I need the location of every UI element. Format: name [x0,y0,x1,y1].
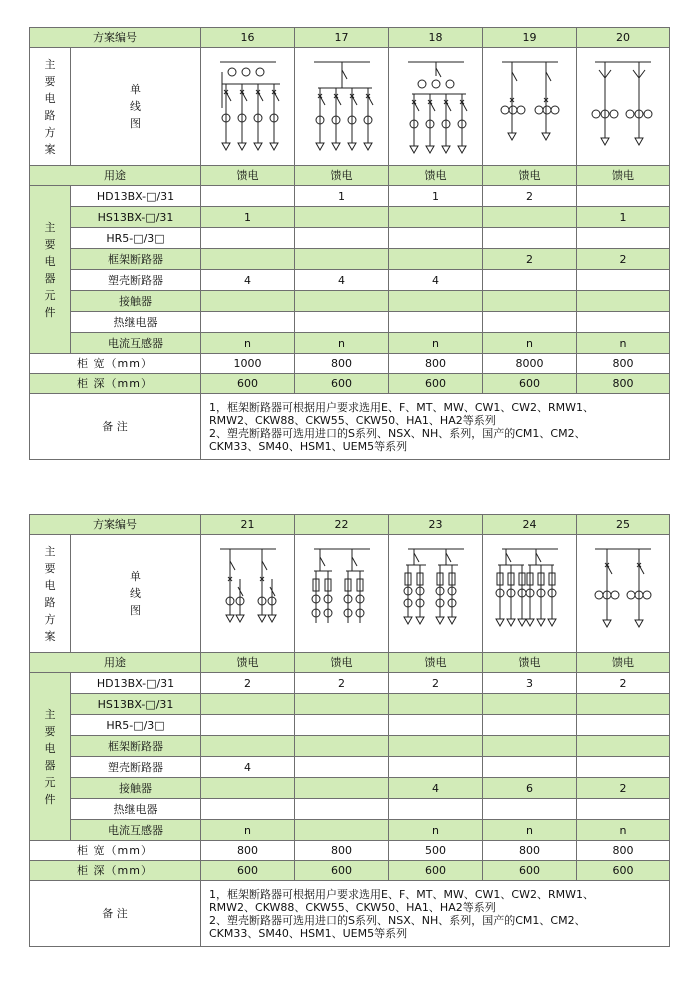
cabinet-depth-value: 600 [237,377,258,390]
component-value-cell [201,270,295,291]
diagram-label-cell [71,535,201,653]
usage-cell [577,166,670,186]
component-value-cell [201,715,295,736]
component-value: 4 [432,273,439,287]
component-value: n [432,336,439,350]
component-value-cell [483,333,577,354]
component-value-cell [577,799,670,820]
cabinet-depth-cell [389,861,483,881]
component-value: 1 [244,210,251,224]
cabinet-width-cell [389,841,483,861]
remarks-line: 1，框架断路器可根据用户要求选用E、F、MT、MW、CW1、CW2、RMW1、 [209,400,594,414]
single-line-diagram [202,535,294,652]
single-line-diagram-cell [483,535,577,653]
component-value-cell [201,820,295,841]
component-value-cell [201,333,295,354]
header-label: 方案编号 [93,31,137,44]
component-value-cell [201,799,295,820]
cabinet-width-value: 8000 [515,357,544,370]
component-value-cell [295,673,389,694]
single-line-diagram-cell [483,48,577,166]
usage-value: 馈电 [236,169,259,182]
component-value-cell [389,820,483,841]
component-name: HD13BX-□/31 [96,676,175,690]
cabinet-depth-value: 600 [331,864,352,877]
component-value-cell [577,207,670,228]
component-value-cell [577,186,670,207]
component-name-cell [71,820,201,841]
component-value-cell [389,694,483,715]
cabinet-depth-value: 600 [425,864,446,877]
cabinet-depth-cell [201,861,295,881]
usage-cell [201,653,295,673]
component-value-cell [483,207,577,228]
usage-value: 馈电 [330,169,353,182]
cabinet-depth-value: 600 [612,864,634,877]
main-circuit-label: 主 要 电 路 方 案 [44,57,56,156]
component-name: 电流互感器 [108,823,163,837]
single-line-diagram-cell [389,535,483,653]
single-line-diagram-cell [201,535,295,653]
cabinet-width-value: 500 [425,844,446,857]
component-name: HS13BX-□/31 [97,210,174,224]
component-value: n [338,336,345,350]
scheme-number-cell [483,515,577,535]
component-value-cell [389,736,483,757]
component-value: n [244,336,251,350]
component-value-cell [389,186,483,207]
scheme-number-cell [295,28,389,48]
component-value-cell [389,673,483,694]
cabinet-depth-cell [295,374,389,394]
remarks-cell [201,394,670,460]
cabinet-width-cell [483,354,577,374]
cabinet-width-cell [201,354,295,374]
component-value-cell [201,207,295,228]
component-value-cell [201,228,295,249]
component-name-cell [71,715,201,736]
component-value-cell [201,673,295,694]
cabinet-width-cell [483,841,577,861]
single-line-diagram [577,535,669,652]
components-label: 主 要 电 器 元 件 [44,220,56,319]
component-value-cell [389,333,483,354]
component-value-cell [483,757,577,778]
component-value-cell [389,715,483,736]
component-value-cell [483,778,577,799]
remarks-line: 2、塑壳断路器可选用进口的S系列、NSX、NH、系列，国产的CM1、CM2、 [209,913,586,927]
cabinet-width-cell [389,354,483,374]
cabinet-depth-label: 柜 深（mm） [77,377,153,390]
component-value-cell [201,186,295,207]
component-value-cell [483,715,577,736]
component-value-cell [483,736,577,757]
scheme-number-cell [389,515,483,535]
scheme-number-cell [295,515,389,535]
component-value: 4 [244,273,251,287]
main-circuit-label-cell [30,48,71,166]
remarks-line: CKM33、SM40、HSM1、UEM5等系列 [209,439,408,453]
usage-cell [295,653,389,673]
scheme-number: 18 [428,31,443,44]
component-value: 4 [244,760,251,774]
cabinet-depth-value: 800 [612,377,634,390]
component-value-cell [295,270,389,291]
usage-cell [389,653,483,673]
remarks-line: RMW2、CKW88、CKW55、CKW50、HA1、HA2等系列 [209,413,496,427]
single-line-diagram-cell [295,48,389,166]
scheme-number: 23 [428,518,443,531]
component-value-cell [483,270,577,291]
component-name-cell [71,778,201,799]
scheme-table [29,27,670,460]
cabinet-depth-cell [577,861,670,881]
scheme-number: 21 [240,518,255,531]
main-circuit-label-cell [30,535,71,653]
single-line-diagram [296,48,388,165]
component-value-cell [389,207,483,228]
component-value: n [619,823,627,837]
components-label-cell [30,186,71,354]
component-value: 2 [244,676,251,690]
component-value: 1 [432,189,439,203]
component-value: n [526,823,533,837]
component-value: n [432,823,439,837]
component-name: 框架断路器 [108,739,163,753]
usage-value: 馈电 [612,656,634,669]
component-value-cell [295,291,389,312]
component-value-cell [295,778,389,799]
component-name: 框架断路器 [108,252,163,266]
usage-label: 用途 [104,656,126,669]
usage-cell [483,166,577,186]
component-value-cell [389,228,483,249]
diagram-label-cell [71,48,201,166]
single-line-diagram [577,48,669,165]
single-line-diagram [484,48,576,165]
remarks-line: RMW2、CKW88、CKW55、CKW50、HA1、HA2等系列 [209,900,496,914]
cabinet-width-cell [295,841,389,861]
component-value-cell [577,673,670,694]
component-value-cell [483,249,577,270]
cabinet-depth-value: 600 [425,377,446,390]
cabinet-depth-label-cell [30,374,201,394]
usage-value: 馈电 [330,656,353,669]
single-line-diagram-cell [201,48,295,166]
cabinet-width-value: 800 [519,844,540,857]
scheme-number: 17 [334,31,349,44]
cabinet-width-value: 800 [331,357,352,370]
single-line-diagram [202,48,294,165]
component-value: 2 [619,676,627,690]
usage-value: 馈电 [518,656,541,669]
scheme-number: 24 [522,518,537,531]
single-line-diagram [390,48,482,165]
component-value-cell [483,799,577,820]
remarks-label-cell [30,881,201,947]
header-label-cell [30,28,201,48]
single-line-diagram-cell [577,48,670,166]
component-name: HR5-□/3□ [106,231,165,245]
scheme-number: 20 [616,31,630,44]
usage-value: 馈电 [424,169,447,182]
component-value: 1 [338,189,345,203]
remarks-cell [201,881,670,947]
remarks-line: 1，框架断路器可根据用户要求选用E、F、MT、MW、CW1、CW2、RMW1、 [209,887,594,901]
remarks-line: 2、塑壳断路器可选用进口的S系列、NSX、NH、系列，国产的CM1、CM2、 [209,426,586,440]
component-value-cell [577,757,670,778]
component-name: 塑壳断路器 [108,760,163,774]
cabinet-width-label: 柜 宽（mm） [77,357,153,370]
component-value-cell [389,291,483,312]
component-name-cell [71,249,201,270]
remarks-label: 备 注 [102,420,128,433]
cabinet-depth-value: 600 [237,864,258,877]
component-name-cell [71,291,201,312]
cabinet-width-label: 柜 宽（mm） [77,844,153,857]
usage-cell [201,166,295,186]
component-value: n [619,336,627,350]
scheme-number: 22 [334,518,349,531]
component-value-cell [577,333,670,354]
usage-cell [389,166,483,186]
component-value-cell [295,312,389,333]
component-value-cell [201,694,295,715]
cabinet-depth-cell [201,374,295,394]
single-line-diagram [484,535,576,652]
component-value: n [526,336,533,350]
cabinet-width-value: 800 [237,844,258,857]
components-label-cell [30,673,71,841]
component-name-cell [71,736,201,757]
usage-value: 馈电 [236,656,259,669]
cabinet-depth-cell [483,861,577,881]
component-value-cell [295,207,389,228]
component-value-cell [295,186,389,207]
component-name: HS13BX-□/31 [97,697,174,711]
single-line-diagram-cell [389,48,483,166]
component-value-cell [201,757,295,778]
component-name-cell [71,333,201,354]
usage-cell [577,653,670,673]
component-value: 4 [338,273,345,287]
single-line-diagram-cell [295,535,389,653]
header-label-cell [30,515,201,535]
scheme-number: 19 [522,31,537,44]
component-value-cell [483,186,577,207]
component-value-cell [389,757,483,778]
component-name: HR5-□/3□ [106,718,165,732]
cabinet-width-cell [201,841,295,861]
usage-value: 馈电 [518,169,541,182]
cabinet-depth-value: 600 [519,864,540,877]
usage-label-cell [30,653,201,673]
component-value-cell [577,312,670,333]
component-name: 接触器 [119,294,152,308]
component-value-cell [295,333,389,354]
component-value-cell [577,291,670,312]
component-value: 2 [338,676,345,690]
diagram-label: 单 线 图 [130,83,141,130]
component-name-cell [71,186,201,207]
component-value: 4 [432,781,439,795]
component-value-cell [389,778,483,799]
cabinet-width-value: 1000 [233,357,262,370]
scheme-number-cell [483,28,577,48]
component-value-cell [201,736,295,757]
remarks-label: 备 注 [102,907,128,920]
component-value-cell [483,673,577,694]
cabinet-depth-cell [389,374,483,394]
component-value-cell [577,820,670,841]
component-value-cell [577,736,670,757]
single-line-diagram [296,535,388,652]
component-value-cell [389,270,483,291]
component-value-cell [295,757,389,778]
scheme-table [29,514,670,947]
component-value-cell [295,799,389,820]
cabinet-width-value: 800 [425,357,446,370]
remarks-label-cell [30,394,201,460]
usage-label-cell [30,166,201,186]
component-name: 接触器 [119,781,152,795]
usage-cell [483,653,577,673]
component-name-cell [71,228,201,249]
component-value-cell [201,249,295,270]
scheme-number-cell [201,515,295,535]
component-name-cell [71,799,201,820]
component-value: n [244,823,251,837]
cabinet-width-value: 800 [612,357,634,370]
remarks-line: CKM33、SM40、HSM1、UEM5等系列 [209,926,408,940]
component-value-cell [483,291,577,312]
component-name: HD13BX-□/31 [96,189,175,203]
component-value-cell [483,312,577,333]
component-name: 电流互感器 [108,336,163,350]
cabinet-width-value: 800 [612,844,634,857]
cabinet-depth-cell [295,861,389,881]
single-line-diagram-cell [577,535,670,653]
component-value-cell [483,228,577,249]
component-value-cell [577,228,670,249]
header-label: 方案编号 [93,518,137,531]
usage-label: 用途 [104,169,126,182]
component-value: 2 [432,676,439,690]
cabinet-depth-label: 柜 深（mm） [77,864,153,877]
cabinet-width-cell [295,354,389,374]
component-name: 热继电器 [113,315,158,329]
component-value-cell [201,291,295,312]
component-value: 2 [619,781,627,795]
component-name-cell [71,270,201,291]
component-value-cell [483,820,577,841]
component-value: 6 [526,781,533,795]
component-value-cell [295,715,389,736]
cabinet-width-label-cell [30,841,201,861]
component-value-cell [201,312,295,333]
cabinet-width-value: 800 [331,844,352,857]
main-circuit-label: 主 要 电 路 方 案 [44,544,56,643]
component-name-cell [71,673,201,694]
usage-value: 馈电 [424,656,447,669]
component-value-cell [577,715,670,736]
component-value-cell [577,694,670,715]
component-value-cell [295,694,389,715]
single-line-diagram [390,535,482,652]
scheme-number: 16 [240,31,255,44]
component-value-cell [201,778,295,799]
component-value-cell [295,249,389,270]
components-label: 主 要 电 器 元 件 [44,707,56,806]
component-value-cell [295,228,389,249]
scheme-number: 25 [616,518,630,531]
cabinet-depth-value: 600 [519,377,540,390]
component-value-cell [389,249,483,270]
component-value-cell [577,778,670,799]
component-value-cell [389,799,483,820]
cabinet-width-label-cell [30,354,201,374]
component-name: 塑壳断路器 [108,273,163,287]
component-name-cell [71,694,201,715]
scheme-number-cell [389,28,483,48]
scheme-number-cell [201,28,295,48]
component-value-cell [577,270,670,291]
component-value: 2 [526,189,533,203]
cabinet-depth-label-cell [30,861,201,881]
component-value-cell [295,820,389,841]
cabinet-depth-cell [483,374,577,394]
component-name: 热继电器 [113,802,158,816]
component-value: 1 [619,210,627,224]
component-value: 3 [526,676,533,690]
cabinet-depth-cell [577,374,670,394]
component-name-cell [71,207,201,228]
component-name-cell [71,312,201,333]
component-value: 2 [619,252,627,266]
diagram-label: 单 线 图 [130,570,141,617]
component-value-cell [577,249,670,270]
component-name-cell [71,757,201,778]
scheme-number-cell [577,515,670,535]
cabinet-width-cell [577,841,670,861]
component-value-cell [483,694,577,715]
cabinet-width-cell [577,354,670,374]
component-value: 2 [526,252,533,266]
component-value-cell [295,736,389,757]
component-value-cell [389,312,483,333]
scheme-number-cell [577,28,670,48]
usage-cell [295,166,389,186]
cabinet-depth-value: 600 [331,377,352,390]
usage-value: 馈电 [612,169,634,182]
